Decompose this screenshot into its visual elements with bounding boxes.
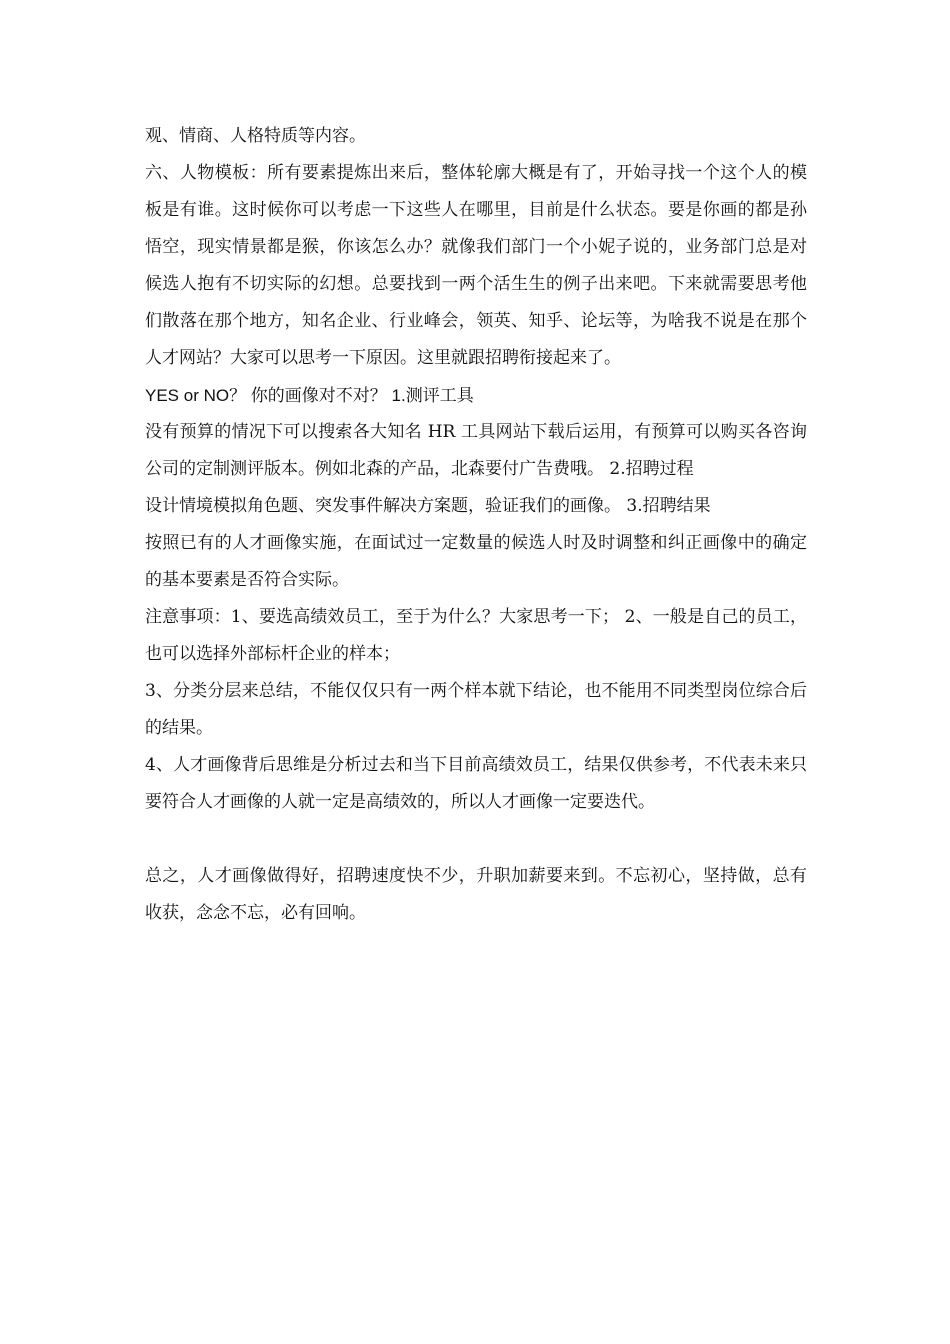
- document-body: [145, 118, 807, 932]
- paragraph-scenario-design: 设计情境模拟角色题、突发事件解决方案题，验证我们的画像。 3.招聘结果: [145, 496, 711, 516]
- paragraph-conclusion: 总之，人才画像做得好，招聘速度快不少，升职加薪要来到。不忘初心，坚持做，总有收获，念念不忘，必有回响。: [145, 866, 807, 923]
- paragraph-yes-or-no-assessment: YES or NO？ 你的画像对不对？ 1.测评工具: [145, 386, 474, 405]
- paragraph-values-continuation: 观、情商、人格特质等内容。: [145, 126, 366, 146]
- paragraph-notes-3: 3、分类分层来总结，不能仅仅只有一两个样本就下结论，也不能用不同类型岗位综合后的结果。: [145, 681, 807, 738]
- paragraph-persona-template: 六、人物模板：所有要素提炼出来后，整体轮廓大概是有了，开始寻找一个这个人的模板是有谁。这时候你可以考虑一下这些人在哪里，目前是什么状态。要是你画的都是孙悟空，现实情景都是猴，你该怎么办？就像我们部门一个小妮子说的，业务部门总是对候选人抱有不切实际的幻想。总要找到一两个活生生的例子出来吧。下来就需要思考他们散落在那个地方，知名企业、行业峰会，领英、知乎、论坛等，为啥我不说是在那个人才网站？大家可以思考一下原因。这里就跟招聘衔接起来了。: [145, 163, 807, 368]
- blank-line: [145, 821, 807, 858]
- paragraph-assessment-tools: 没有预算的情况下可以搜索各大知名 HR 工具网站下载后运用，有预算可以购买各咨询公司的定制测评版本。例如北森的产品，北森要付广告费哦。 2.招聘过程: [145, 422, 807, 479]
- paragraph-recruiting-results: 按照已有的人才画像实施，在面试过一定数量的候选人时及时调整和纠正画像中的确定的基本要素是否符合实际。: [145, 533, 807, 590]
- paragraph-notes-1-2: 注意事项：1、要选高绩效员工，至于为什么？大家思考一下； 2、一般是自己的员工，也可以选择外部标杆企业的样本；: [145, 607, 807, 664]
- paragraph-notes-4: 4、人才画像背后思维是分析过去和当下目前高绩效员工，结果仅供参考，不代表未来只要符合人才画像的人就一定是高绩效的，所以人才画像一定要迭代。: [145, 755, 807, 812]
